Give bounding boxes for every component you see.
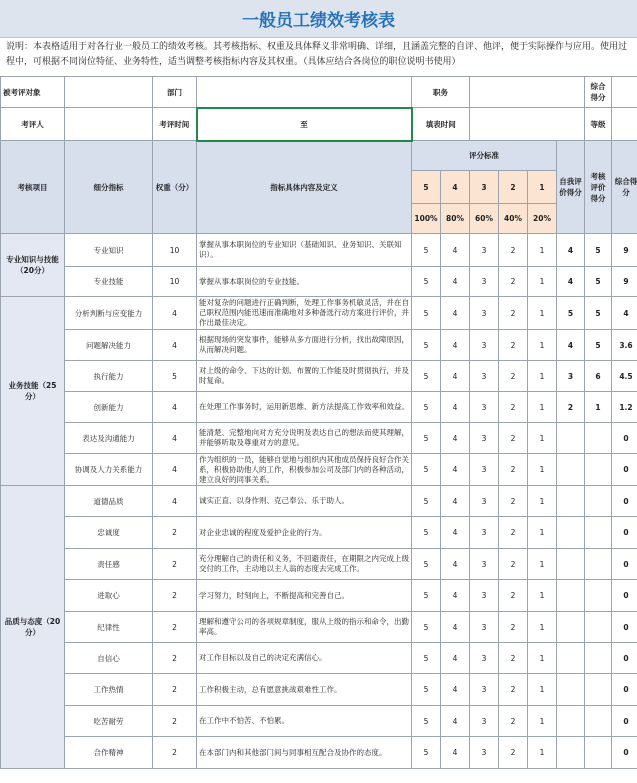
self-score[interactable]: 4 [557,330,585,361]
self-score[interactable] [557,517,585,549]
score-option[interactable]: 2 [499,234,528,267]
score-option[interactable]: 2 [499,330,528,361]
definition-cell: 对企业忠诚的程度及爱护企业的行为。 [197,517,412,549]
eval-score[interactable] [585,549,612,580]
score-option[interactable]: 1 [528,486,557,517]
score-option[interactable]: 4 [441,234,470,267]
weight-cell: 4 [153,330,197,361]
percent-80: 80% [441,204,470,234]
score-option[interactable]: 2 [499,361,528,392]
eval-score[interactable] [585,612,612,643]
header-total: 综合得分 [612,141,637,234]
weight-cell: 2 [153,549,197,580]
table-row [1,737,637,769]
sub-indicator: 执行能力 [65,361,153,392]
score-option[interactable]: 2 [499,706,528,737]
header-definition: 指标具体内容及定义 [197,141,412,234]
weight-cell: 2 [153,674,197,706]
definition-cell: 掌握从事本职岗位的专业知识（基础知识、业务知识、关联知识）。 [197,234,412,267]
score-option[interactable]: 4 [441,517,470,549]
definition-cell: 掌握从事本职岗位的专业技能。 [197,267,412,297]
weight-cell: 4 [153,454,197,486]
table-row [1,706,637,737]
sub-indicator: 专业技能 [65,267,153,297]
header-standard: 评分标准 [412,141,557,171]
score-option[interactable]: 4 [441,423,470,454]
header-eval: 考核评价得分 [585,141,612,234]
score-option[interactable]: 3 [470,486,499,517]
eval-score[interactable] [585,423,612,454]
definition-cell: 在处理工作事务时，运用新思维、新方法提高工作效率和效益。 [197,392,412,423]
score-option[interactable]: 3 [470,643,499,674]
self-score[interactable]: 4 [557,234,585,267]
table-row [1,517,637,549]
self-score[interactable]: 2 [557,392,585,423]
score-option[interactable]: 1 [528,392,557,423]
definition-cell: 对工作目标以及自己的决定充满信心。 [197,643,412,674]
table-row [1,267,637,297]
score-option[interactable]: 5 [412,737,441,769]
self-score[interactable] [557,612,585,643]
table-row [1,297,637,330]
score-option[interactable]: 5 [412,706,441,737]
evaluation-table [0,76,637,769]
table-row [1,234,637,267]
table-row [1,674,637,706]
sub-indicator: 吃苦耐劳 [65,706,153,737]
definition-cell: 作为组织的一员，能够自觉地与组织内其他成员保持良好合作关系，积极协助他人的工作，积极参加公司及部门内的各种活动，建立良好的同事关系。 [197,454,412,486]
score-option[interactable]: 5 [412,612,441,643]
sub-indicator: 道德品质 [65,486,153,517]
score-option[interactable]: 5 [412,643,441,674]
eval-score[interactable] [585,580,612,612]
total-score: 4 [612,297,637,330]
score-option[interactable]: 3 [470,454,499,486]
percent-20: 20% [528,204,557,234]
score-option[interactable]: 2 [499,486,528,517]
eval-score[interactable]: 1 [585,392,612,423]
score-option[interactable]: 2 [499,392,528,423]
eval-time-range[interactable]: 至 [197,108,412,141]
table-row [1,423,637,454]
total-score: 0 [612,549,637,580]
total-score: 0 [612,517,637,549]
percent-40: 40% [499,204,528,234]
sub-indicator: 忠诚度 [65,517,153,549]
score-option[interactable]: 4 [441,580,470,612]
self-score[interactable] [557,454,585,486]
score-option[interactable]: 4 [441,486,470,517]
group-label: 业务技能（25分） [1,297,65,486]
score-option[interactable]: 3 [470,737,499,769]
fill-time-label: 填表时间 [412,108,470,141]
eval-score[interactable]: 5 [585,297,612,330]
score-option[interactable]: 4 [441,549,470,580]
score-option[interactable]: 4 [441,674,470,706]
score-option[interactable]: 4 [441,643,470,674]
score-option[interactable]: 4 [441,454,470,486]
sub-indicator: 专业知识 [65,234,153,267]
definition-cell: 能清楚、完整地向对方充分说明及表达自己的想法而使其理解，并能够听取及尊重对方的意见。 [197,423,412,454]
eval-score[interactable] [585,454,612,486]
total-score: 0 [612,486,637,517]
eval-score[interactable] [585,737,612,769]
score-option[interactable]: 3 [470,612,499,643]
table-row [1,361,637,392]
definition-cell: 学习努力，时刻向上，不断提高和完善自己。 [197,580,412,612]
definition-cell: 诚实正直、以身作则、克己奉公、乐于助人。 [197,486,412,517]
score-option[interactable]: 3 [470,517,499,549]
group-label: 专业知识与技能（20分） [1,234,65,297]
total-score: 0 [612,454,637,486]
definition-cell: 在本部门内和其他部门间与同事相互配合及协作的态度。 [197,737,412,769]
total-score: 1.2 [612,392,637,423]
eval-score[interactable]: 5 [585,330,612,361]
header-item: 考核项目 [1,141,65,234]
target-label: 被考评对象 [1,77,65,108]
score-option[interactable]: 3 [470,580,499,612]
self-score[interactable] [557,486,585,517]
score-option[interactable]: 2 [499,423,528,454]
score-option[interactable]: 4 [441,330,470,361]
score-option[interactable]: 5 [412,549,441,580]
header-self: 自我评价得分 [557,141,585,234]
percent-60: 60% [470,204,499,234]
self-score[interactable]: 5 [557,297,585,330]
self-score[interactable] [557,643,585,674]
definition-cell: 在工作中不怕苦、不怕累。 [197,706,412,737]
definition-cell: 理解和遵守公司的各项规章制度，服从上级的指示和命令，出勤率高。 [197,612,412,643]
weight-cell: 2 [153,737,197,769]
total-score: 0 [612,580,637,612]
eval-score[interactable]: 5 [585,234,612,267]
score-option[interactable]: 1 [528,643,557,674]
dept-label: 部门 [153,77,197,108]
sub-indicator: 责任感 [65,549,153,580]
self-score[interactable] [557,674,585,706]
sub-indicator: 自信心 [65,643,153,674]
header-weight: 权重（分） [153,141,197,234]
self-score[interactable] [557,706,585,737]
definition-cell: 根据现场的突发事件，能够从多方面进行分析，找出故障原因，从而解决问题。 [197,330,412,361]
score-option[interactable]: 2 [499,580,528,612]
score-option[interactable]: 2 [499,517,528,549]
sheet-description: 说明：本表格适用于对各行业一般员工的绩效考核。其考核指标、权重及具体释义非常明确、详细，且涵盖完整的自评、他评，便于实际操作与应用。使用过程中，可根据不同岗位特征、业务特性，适当调整考核指标内容及其权重。（具体应结合各岗位的职位说明书使用） [0,38,637,74]
score-option[interactable]: 1 [528,706,557,737]
score-option[interactable]: 5 [412,297,441,330]
level-4: 4 [441,171,470,204]
total-score: 9 [612,267,637,297]
total-score: 0 [612,643,637,674]
dept-input[interactable] [197,77,412,108]
eval-score[interactable] [585,643,612,674]
score-option[interactable]: 3 [470,234,499,267]
evaluator-input[interactable] [65,108,153,141]
sub-indicator: 协调及人力关系能力 [65,454,153,486]
score-option[interactable]: 2 [499,674,528,706]
weight-cell: 5 [153,361,197,392]
score-option[interactable]: 1 [528,297,557,330]
total-input[interactable] [612,77,637,108]
score-option[interactable]: 3 [470,549,499,580]
grade-input[interactable] [612,108,637,141]
score-option[interactable]: 1 [528,517,557,549]
weight-cell: 2 [153,580,197,612]
level-5: 5 [412,171,441,204]
level-3: 3 [470,171,499,204]
sub-indicator: 表达及沟通能力 [65,423,153,454]
score-option[interactable]: 1 [528,234,557,267]
self-score[interactable]: 4 [557,267,585,297]
level-2: 2 [499,171,528,204]
weight-cell: 4 [153,423,197,454]
weight-cell: 2 [153,517,197,549]
score-option[interactable]: 4 [441,361,470,392]
self-score[interactable] [557,423,585,454]
weight-cell: 4 [153,392,197,423]
weight-cell: 2 [153,612,197,643]
score-option[interactable]: 1 [528,612,557,643]
score-option[interactable]: 2 [499,454,528,486]
score-option[interactable]: 3 [470,361,499,392]
score-option[interactable]: 2 [499,549,528,580]
table-row [1,643,637,674]
score-option[interactable]: 3 [470,392,499,423]
weight-cell: 2 [153,706,197,737]
definition-cell: 工作积极主动，总有愿意挑战艰难性工作。 [197,674,412,706]
weight-cell: 4 [153,297,197,330]
score-option[interactable]: 4 [441,267,470,297]
score-option[interactable]: 4 [441,612,470,643]
score-option[interactable]: 1 [528,737,557,769]
score-option[interactable]: 1 [528,267,557,297]
percent-100: 100% [412,204,441,234]
definition-cell: 对上级的命令、下达的计划、布置的工作能及时贯彻执行，并及时复命。 [197,361,412,392]
score-option[interactable]: 2 [499,737,528,769]
sub-indicator: 纪律性 [65,612,153,643]
level-1: 1 [528,171,557,204]
score-option[interactable]: 1 [528,454,557,486]
total-score: 0 [612,612,637,643]
self-score[interactable] [557,737,585,769]
total-score: 3.6 [612,330,637,361]
total-score: 0 [612,737,637,769]
score-option[interactable]: 3 [470,330,499,361]
sub-indicator: 问题解决能力 [65,330,153,361]
score-option[interactable]: 5 [412,580,441,612]
score-option[interactable]: 5 [412,517,441,549]
score-option[interactable]: 3 [470,423,499,454]
score-option[interactable]: 2 [499,267,528,297]
fill-time-input[interactable] [470,108,585,141]
eval-time-label: 考评时间 [153,108,197,141]
eval-score[interactable] [585,517,612,549]
table-row [1,580,637,612]
eval-score[interactable] [585,486,612,517]
score-option[interactable]: 3 [470,297,499,330]
position-label: 职务 [412,77,470,108]
weight-cell: 2 [153,643,197,674]
score-option[interactable]: 4 [441,737,470,769]
evaluator-label: 考评人 [1,108,65,141]
sub-indicator: 工作热情 [65,674,153,706]
eval-score[interactable] [585,706,612,737]
score-option[interactable]: 5 [412,361,441,392]
target-input[interactable] [65,77,153,108]
eval-score[interactable] [585,674,612,706]
table-row [1,330,637,361]
sub-indicator: 分析判断与应变能力 [65,297,153,330]
score-option[interactable]: 1 [528,580,557,612]
weight-cell: 4 [153,486,197,517]
grade-label: 等级 [585,108,612,141]
score-option[interactable]: 2 [499,643,528,674]
score-option[interactable]: 4 [441,392,470,423]
eval-score[interactable]: 6 [585,361,612,392]
group-label: 品质与态度（20分） [1,486,65,769]
header-sub: 细分指标 [65,141,153,234]
self-score[interactable]: 3 [557,361,585,392]
table-row [1,549,637,580]
sub-indicator: 合作精神 [65,737,153,769]
total-score: 9 [612,234,637,267]
table-row [1,392,637,423]
total-score: 4.5 [612,361,637,392]
score-option[interactable]: 4 [441,706,470,737]
score-option[interactable]: 1 [528,423,557,454]
score-option[interactable]: 1 [528,330,557,361]
table-row [1,612,637,643]
score-option[interactable]: 5 [412,674,441,706]
total-score: 0 [612,674,637,706]
table-row [1,454,637,486]
score-option[interactable]: 1 [528,361,557,392]
eval-score[interactable]: 5 [585,267,612,297]
score-option[interactable]: 5 [412,486,441,517]
self-score[interactable] [557,549,585,580]
total-score: 0 [612,423,637,454]
score-option[interactable]: 5 [412,234,441,267]
score-option[interactable]: 3 [470,706,499,737]
score-option[interactable]: 4 [441,297,470,330]
sub-indicator: 进取心 [65,580,153,612]
score-option[interactable]: 1 [528,674,557,706]
score-option[interactable]: 2 [499,297,528,330]
definition-cell: 充分理解自己的责任和义务，不回避责任，在期限之内完成上级交付的工作，主动地以主人翁的态度去完成工作。 [197,549,412,580]
score-option[interactable]: 5 [412,392,441,423]
score-option[interactable]: 5 [412,330,441,361]
score-option[interactable]: 5 [412,454,441,486]
definition-cell: 能对复杂的问题进行正确判断，处理工作事务机敏灵活，并在自己职权范围内能迅速而准确地对多种备选行动方案进行评价，并作出最佳决定。 [197,297,412,330]
score-option[interactable]: 3 [470,674,499,706]
sub-indicator: 创新能力 [65,392,153,423]
sheet-title: 一般员工绩效考核表 [0,0,637,38]
weight-cell: 10 [153,234,197,267]
total-score: 0 [612,706,637,737]
position-input[interactable] [470,77,585,108]
score-option[interactable]: 5 [412,423,441,454]
table-row [1,486,637,517]
score-option[interactable]: 3 [470,267,499,297]
total-label: 综合得分 [585,77,612,108]
score-option[interactable]: 2 [499,612,528,643]
weight-cell: 10 [153,267,197,297]
score-option[interactable]: 5 [412,267,441,297]
self-score[interactable] [557,580,585,612]
score-option[interactable]: 1 [528,549,557,580]
